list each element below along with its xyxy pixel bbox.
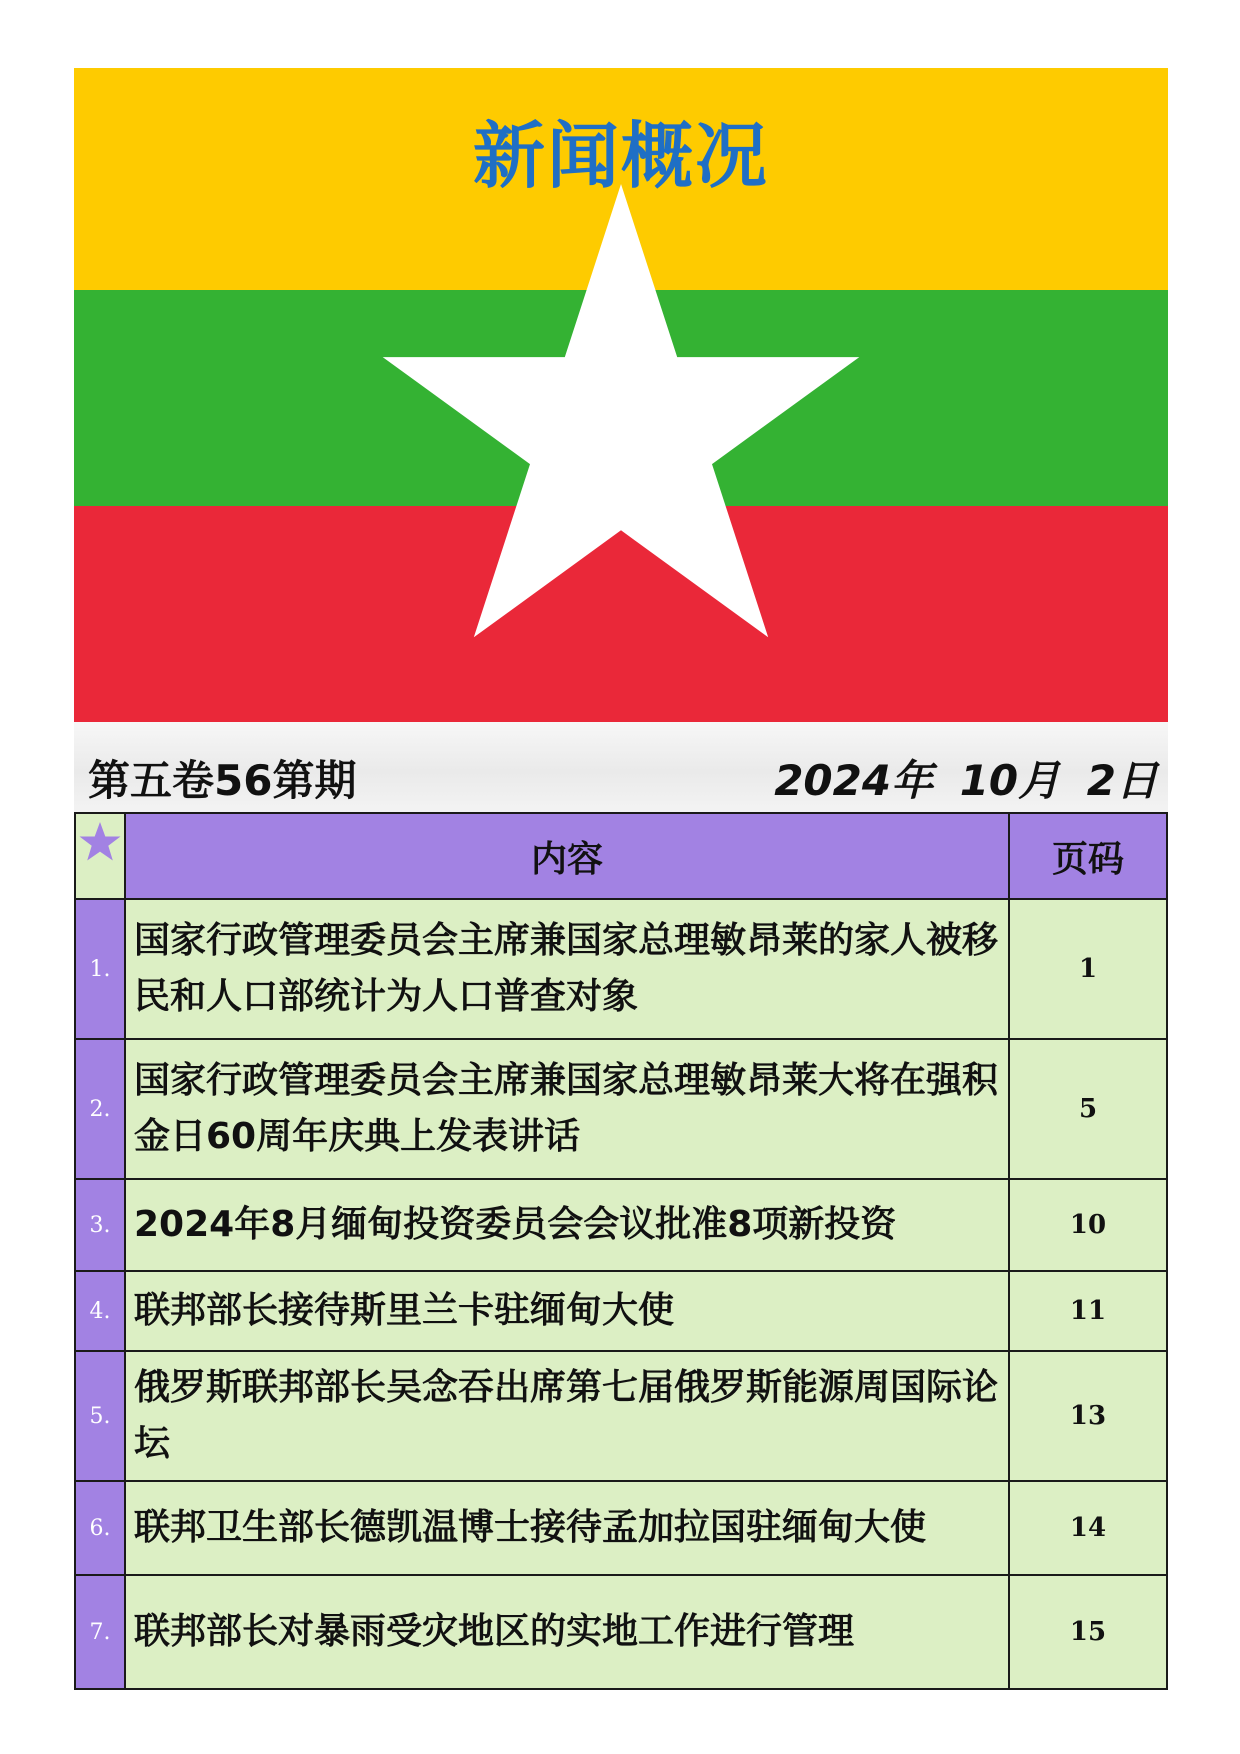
contents-table [74,812,1168,1690]
row-number: 5. [75,1351,125,1481]
row-page: 14 [1009,1481,1167,1575]
table-row[interactable] [75,1039,1167,1179]
row-number: 7. [75,1575,125,1689]
row-number: 4. [75,1271,125,1351]
header-page: 页码 [1009,813,1167,899]
table-header-row [75,813,1167,899]
header-content: 内容 [125,813,1009,899]
row-page: 10 [1009,1179,1167,1271]
page-title: 新闻概况 [472,114,769,198]
table-row[interactable] [75,1575,1167,1689]
row-page: 5 [1009,1039,1167,1179]
row-page: 15 [1009,1575,1167,1689]
myanmar-flag [74,68,1168,722]
row-number: 2. [75,1039,125,1179]
table-row[interactable] [75,899,1167,1039]
table-row[interactable] [75,1179,1167,1271]
row-title[interactable]: 国家行政管理委员会主席兼国家总理敏昂莱大将在强积金日60周年庆典上发表讲话 [125,1039,1009,1179]
row-title[interactable]: 俄罗斯联邦部长吴念吞出席第七届俄罗斯能源周国际论坛 [125,1351,1009,1481]
row-title[interactable]: 联邦部长对暴雨受灾地区的实地工作进行管理 [125,1575,1009,1689]
row-page: 1 [1009,899,1167,1039]
row-title[interactable]: 国家行政管理委员会主席兼国家总理敏昂莱的家人被移民和人口部统计为人口普查对象 [125,899,1009,1039]
issue-bar [74,722,1168,812]
row-number: 1. [75,899,125,1039]
header-star-cell [75,813,125,899]
table-row[interactable] [75,1481,1167,1575]
row-page: 11 [1009,1271,1167,1351]
table-row[interactable] [75,1351,1167,1481]
star-icon [78,820,122,864]
row-title[interactable]: 联邦部长接待斯里兰卡驻缅甸大使 [125,1271,1009,1351]
issue-volume: 第五卷56第期 [88,756,357,805]
row-page: 13 [1009,1351,1167,1481]
row-title[interactable]: 联邦卫生部长德凯温博士接待孟加拉国驻缅甸大使 [125,1481,1009,1575]
row-title[interactable]: 2024年8月缅甸投资委员会会议批准8项新投资 [125,1179,1009,1271]
row-number: 3. [75,1179,125,1271]
table-row[interactable] [75,1271,1167,1351]
issue-date: 2024年 10月 2日 [774,756,1158,805]
row-number: 6. [75,1481,125,1575]
